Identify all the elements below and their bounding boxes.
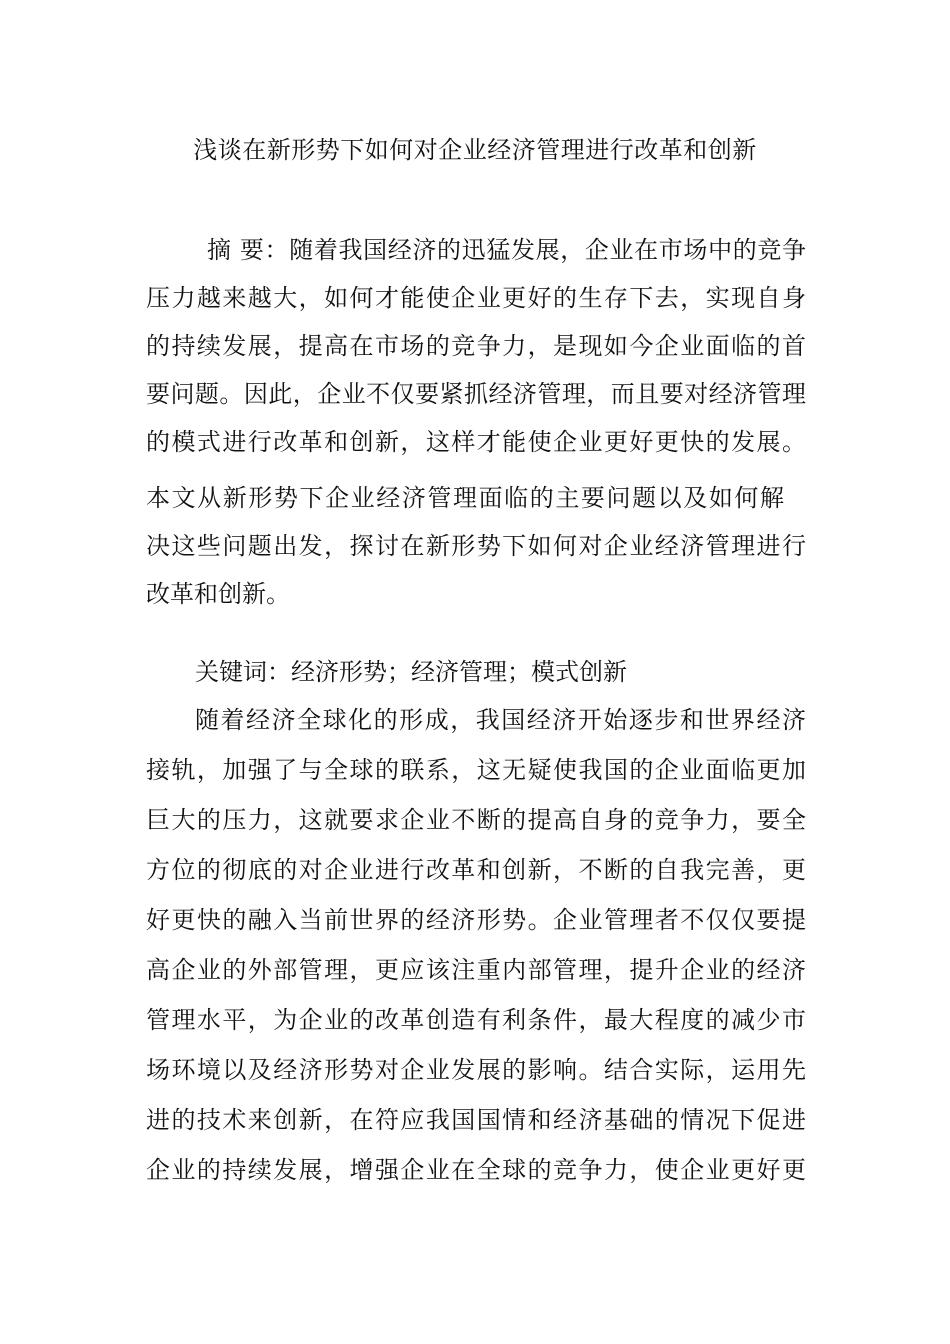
body-line: 管理水平，为企业的改革创造有利条件，最大程度的减少市	[146, 1006, 806, 1034]
document-title: 浅谈在新形势下如何对企业经济管理进行改革和创新	[193, 136, 757, 164]
body-line: 高企业的外部管理，更应该注重内部管理，提升企业的经济	[146, 956, 806, 984]
abstract-line: 本文从新形势下企业经济管理面临的主要问题以及如何解	[146, 484, 784, 512]
body-line: 随着经济全球化的形成，我国经济开始逐步和世界经济	[195, 706, 806, 734]
body-line: 巨大的压力，这就要求企业不断的提高自身的竞争力，要全	[146, 806, 806, 834]
abstract-line: 摘 要：随着我国经济的迅猛发展，企业在市场中的竞争	[207, 236, 806, 264]
body-line: 企业的持续发展，增强企业在全球的竞争力，使企业更好更	[146, 1156, 806, 1184]
abstract-line: 压力越来越大，如何才能使企业更好的生存下去，实现自身	[146, 284, 806, 312]
keywords: 关键词：经济形势；经济管理；模式创新	[195, 658, 627, 686]
abstract-line: 决这些问题出发，探讨在新形势下如何对企业经济管理进行	[146, 532, 806, 560]
body-line: 进的技术来创新，在符应我国国情和经济基础的情况下促进	[146, 1106, 806, 1134]
body-line: 方位的彻底的对企业进行改革和创新，不断的自我完善，更	[146, 856, 806, 884]
abstract-line: 的模式进行改革和创新，这样才能使企业更好更快的发展。	[146, 428, 806, 456]
abstract-line: 改革和创新。	[146, 580, 290, 608]
body-line: 好更快的融入当前世界的经济形势。企业管理者不仅仅要提	[146, 906, 806, 934]
abstract-line: 的持续发展，提高在市场的竞争力，是现如今企业面临的首	[146, 332, 806, 360]
body-line: 接轨，加强了与全球的联系，这无疑使我国的企业面临更加	[146, 756, 806, 784]
body-line: 场环境以及经济形势对企业发展的影响。结合实际，运用先	[146, 1056, 806, 1084]
abstract-line: 要问题。因此，企业不仅要紧抓经济管理，而且要对经济管理	[146, 380, 806, 408]
